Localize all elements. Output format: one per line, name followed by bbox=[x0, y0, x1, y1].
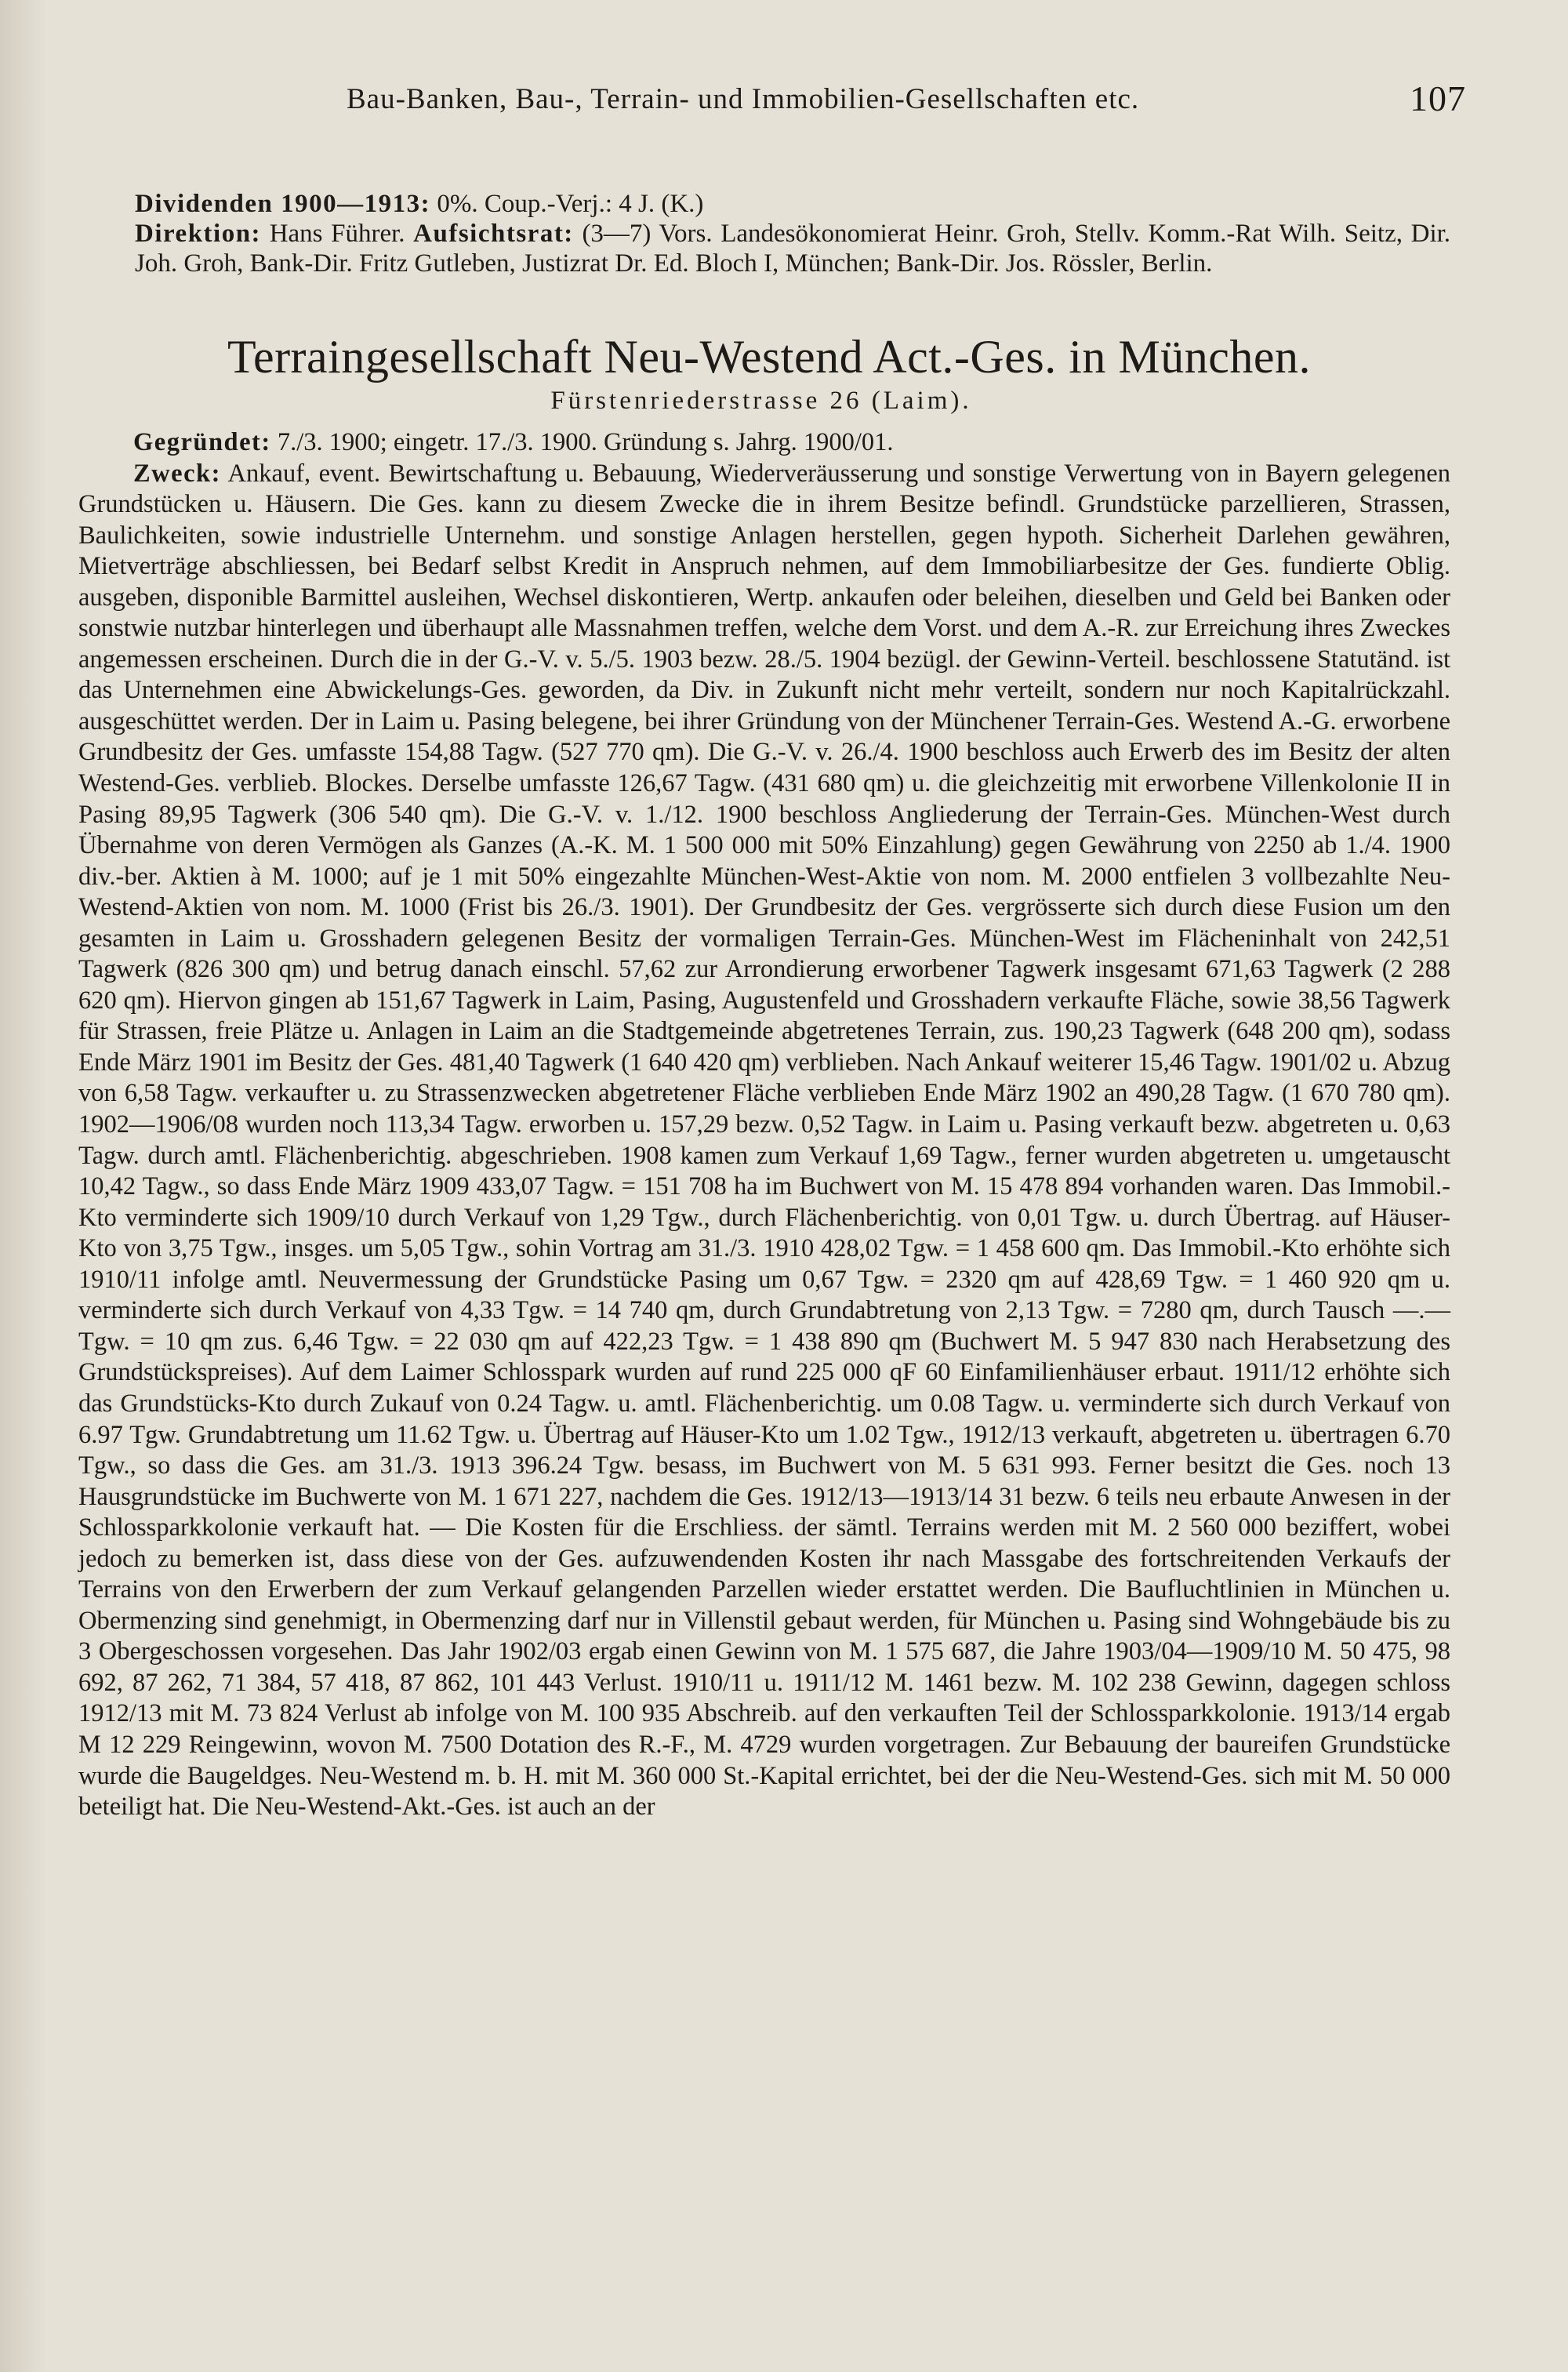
founded-paragraph bbox=[78, 427, 1450, 459]
purpose-text: Ankauf, event. Bewirtschaftung u. Bebauung, Wiederveräusserung und sonstige Verwertung von in Bayern gelegenen Grundstücken u. Häusern. Die Ges. kann zu diesem Zwecke die in ihrem Besitze befindl. Grundstücke parzellieren, Strassen, Baulichkeiten, sowie industrielle Unternehm. und sonstige Anlagen herstellen, gegen hypoth. Sicherheit Darlehen gewähren, Mietverträge abschliessen, bei Bedarf selbst Kredit in Anspruch nehmen, auf dem Immobiliarbesitze der Ges. fundierte Oblig. ausgeben, disponible Barmittel ausleihen, Wechsel diskontieren, Wertp. ankaufen oder beleihen, dieselben und Geld bei Banken oder sonstwie nutzbar hinterlegen und überhaupt alle Massnahmen treffen, welche dem Vorst. und dem A.-R. zur Erreichung ihres Zweckes angemessen erscheinen. Durch die in der G.-V. v. 5./5. 1903 bezw. 28./5. 1904 bezügl. der Gewinn-Verteil. beschlossene Statutänd. ist das Unternehmen eine Abwickelungs-Ges. geworden, da Div. in Zukunft nicht mehr verteilt, sondern nur noch Kapitalrückzahl. ausgeschüttet werden. Der in Laim u. Pasing belegene, bei ihrer Gründung von der Münchener Terrain-Ges. Westend A.-G. erworbene Grundbesitz der Ges. umfasste 154,88 Tagw. (527 770 qm). Die G.-V. v. 26./4. 1900 beschloss auch Erwerb des im Besitz der alten Westend-Ges. verblieb. Blockes. Derselbe umfasste 126,67 Tagw. (431 680 qm) u. die gleichzeitig mit erworbene Villenkolonie II in Pasing 89,95 Tagwerk (306 540 qm). Die G.-V. v. 1./12. 1900 beschloss Angliederung der Terrain-Ges. München-West durch Übernahme von deren Vermögen als Ganzes (A.-K. M. 1 500 000 mit 50% Einzahlung) gegen Gewährung von 2250 ab 1./4. 1900 div.-ber. Aktien à M. 1000; auf je 1 mit 50% eingezahlte München-West-Aktie von nom. M. 2000 entfielen 3 vollbezahlte Neu-Westend-Aktien von nom. M. 1000 (Frist bis 26./3. 1901). Der Grundbesitz der Ges. vergrösserte sich durch diese Fusion um den gesamten in Laim u. Grosshadern gelegenen Besitz der vormaligen Terrain-Ges. München-West im Flächeninhalt von 242,51 Tagwerk (826 300 qm) und betrug danach einschl. 57,62 zur Arrondierung erworbener Tagwerk insgesamt 671,63 Tagwerk (2 288 620 qm). Hiervon gingen ab 151,67 Tagwerk in Laim, Pasing, Augustenfeld und Grosshadern verkaufte Fläche, sowie 38,56 Tagwerk für Strassen, freie Plätze u. Anlagen in Laim an die Stadtgemeinde abgetretenes Terrain, zus. 190,23 Tagwerk (648 200 qm), sodass Ende März 1901 im Besitz der Ges. 481,40 Tagwerk (1 640 420 qm) verblieben. Nach Ankauf weiterer 15,46 Tagw. 1901/02 u. Abzug von 6,58 Tagw. verkaufter u. zu Strassenzwecken abgetretener Fläche verblieben Ende März 1902 an 490,28 Tagw. (1 670 780 qm). 1902—1906/08 wurden noch 113,34 Tagw. erworben u. 157,29 bezw. 0,52 Tagw. in Laim u. Pasing verkauft bezw. abgetreten u. 0,63 Tagw. durch amtl. Flächenberichtig. abgeschrieben. 1908 kamen zum Verkauf 1,69 Tagw., ferner wurden abgetreten u. umgetauscht 10,42 Tagw., so dass Ende März 1909 433,07 Tagw. = 151 708 ha im Buchwert von M. 15 478 894 vorhanden waren. Das Immobil.-Kto verminderte sich 1909/10 durch Verkauf von 1,29 Tgw., durch Flächenberichtig. von 0,01 Tgw. u. durch Übertrag. auf Häuser-Kto von 3,75 Tgw., insges. um 5,05 Tgw., sohin Vortrag am 31./3. 1910 428,02 Tgw. = 1 458 600 qm. Das Immobil.-Kto erhöhte sich 1910/11 infolge amtl. Neuvermessung der Grundstücke Pasing um 0,67 Tgw. = 2320 qm auf 428,69 Tgw. = 1 460 920 qm u. verminderte sich durch Verkauf von 4,33 Tgw. = 14 740 qm, durch Grundabtretung von 2,13 Tgw. = 7280 qm, durch Tausch —.— Tgw. = 10 qm zus. 6,46 Tgw. = 22 030 qm auf 422,23 Tgw. = 1 438 890 qm (Buchwert M. 5 947 830 nach Herabsetzung des Grundstückspreises). Auf dem Laimer Schlosspark wurden auf rund 225 000 qF 60 Einfamilienhäuser erbaut. 1911/12 erhöhte sich das Grundstücks-Kto durch Zukauf von 0.24 Tagw. u. amtl. Flächenberichtig. um 0.08 Tagw. u. verminderte sich durch Verkauf von 6.97 Tgw. Grundabtretung um 11.62 Tgw. u. Übertrag auf Häuser-Kto um 1.02 Tgw., 1912/13 verkauft, abgetreten u. übertragen 6.70 Tgw., so dass die Ges. am 31./3. 1913 396.24 Tgw. besass, im Buchwert von M. 5 631 993. Ferner besitzt die Ges. noch 13 Hausgrundstücke im Buchwerte von M. 1 671 227, nachdem die Ges. 1912/13—1913/14 31 bezw. 6 teils neu erbaute Anwesen in der Schlossparkkolonie verkauft hat. — Die Kosten für die Erschliess. der sämtl. Terrains werden mit M. 2 560 000 beziffert, wobei jedoch zu bemerken ist, dass diese von der Ges. aufzuwendenden Kosten ihr nach Massgabe des fortschreitenden Verkaufs der Terrains von den Erwerbern der zum Verkauf gelangenden Parzellen wieder erstattet werden. Die Baufluchtlinien in München u. Obermenzing sind genehmigt, in Obermenzing darf nur in Villenstil gebaut werden, für München u. Pasing sind Wohngebäude bis zu 3 Obergeschossen vorgesehen. Das Jahr 1902/03 ergab einen Gewinn von M. 1 575 687, die Jahre 1903/04—1909/10 M. 50 475, 98 692, 87 262, 71 384, 57 418, 87 862, 101 443 Verlust. 1910/11 u. 1911/12 M. 1461 bezw. M. 102 238 Gewinn, dagegen schloss 1912/13 mit M. 73 824 Verlust ab infolge von M. 100 935 Abschreib. auf den verkauften Teil der Schlossparkkolonie. 1913/14 ergab M 12 229 Reingewinn, wovon M. 7500 Dotation des R.-F., M. 4729 wurden vorgetragen. Zur Bebauung der baureifen Grundstücke wurde die Baugeldges. Neu-Westend m. b. H. mit M. 360 000 St.-Kapital errichtet, bei der die Neu-Westend-Ges. sich mit M. 50 000 beteiligt hat. Die Neu-Westend-Akt.-Ges. ist auch an der bbox=[78, 459, 1450, 1822]
company-title: Terraingesellschaft Neu-Westend Act.-Ges. in München. bbox=[227, 331, 1311, 383]
direction-label: Direktion: bbox=[135, 220, 262, 248]
founded-label: Gegründet: bbox=[133, 428, 271, 456]
page-number: 107 bbox=[1410, 78, 1466, 118]
binding-shadow bbox=[0, 0, 47, 2372]
previous-entry bbox=[72, 189, 1450, 278]
company-body bbox=[72, 427, 1450, 1823]
page-header bbox=[268, 78, 1466, 137]
direction-paragraph bbox=[135, 219, 1450, 278]
company-address: Fürstenriederstrasse 26 (Laim). bbox=[550, 387, 972, 415]
board-label: Aufsichtsrat: bbox=[413, 220, 574, 248]
dividends-label: Dividenden 1900—1913: bbox=[135, 190, 431, 218]
running-title: Bau-Banken, Bau-, Terrain- und Immobilien-Gesellschaften etc. bbox=[347, 83, 1140, 115]
dividends-line bbox=[135, 189, 1450, 219]
dividends-text: 0%. Coup.-Verj.: 4 J. (K.) bbox=[437, 190, 704, 218]
direction-text: Hans Führer. bbox=[269, 220, 405, 248]
purpose-label: Zweck: bbox=[133, 459, 221, 488]
founded-text: 7./3. 1900; eingetr. 17./3. 1900. Gründung s. Jahrg. 1900/01. bbox=[277, 428, 894, 456]
board-text: (3—7) Vors. Landesökonomierat Heinr. Groh, Stellv. Komm.-Rat Wilh. Seitz, Dir. Joh. Groh, Bank-Dir. Fritz Gutleben, Justizrat Dr. Ed. Bloch I, München; Bank-Dir. Jos. Rössler, Berlin. bbox=[135, 220, 1451, 278]
purpose-paragraph bbox=[78, 459, 1450, 1823]
